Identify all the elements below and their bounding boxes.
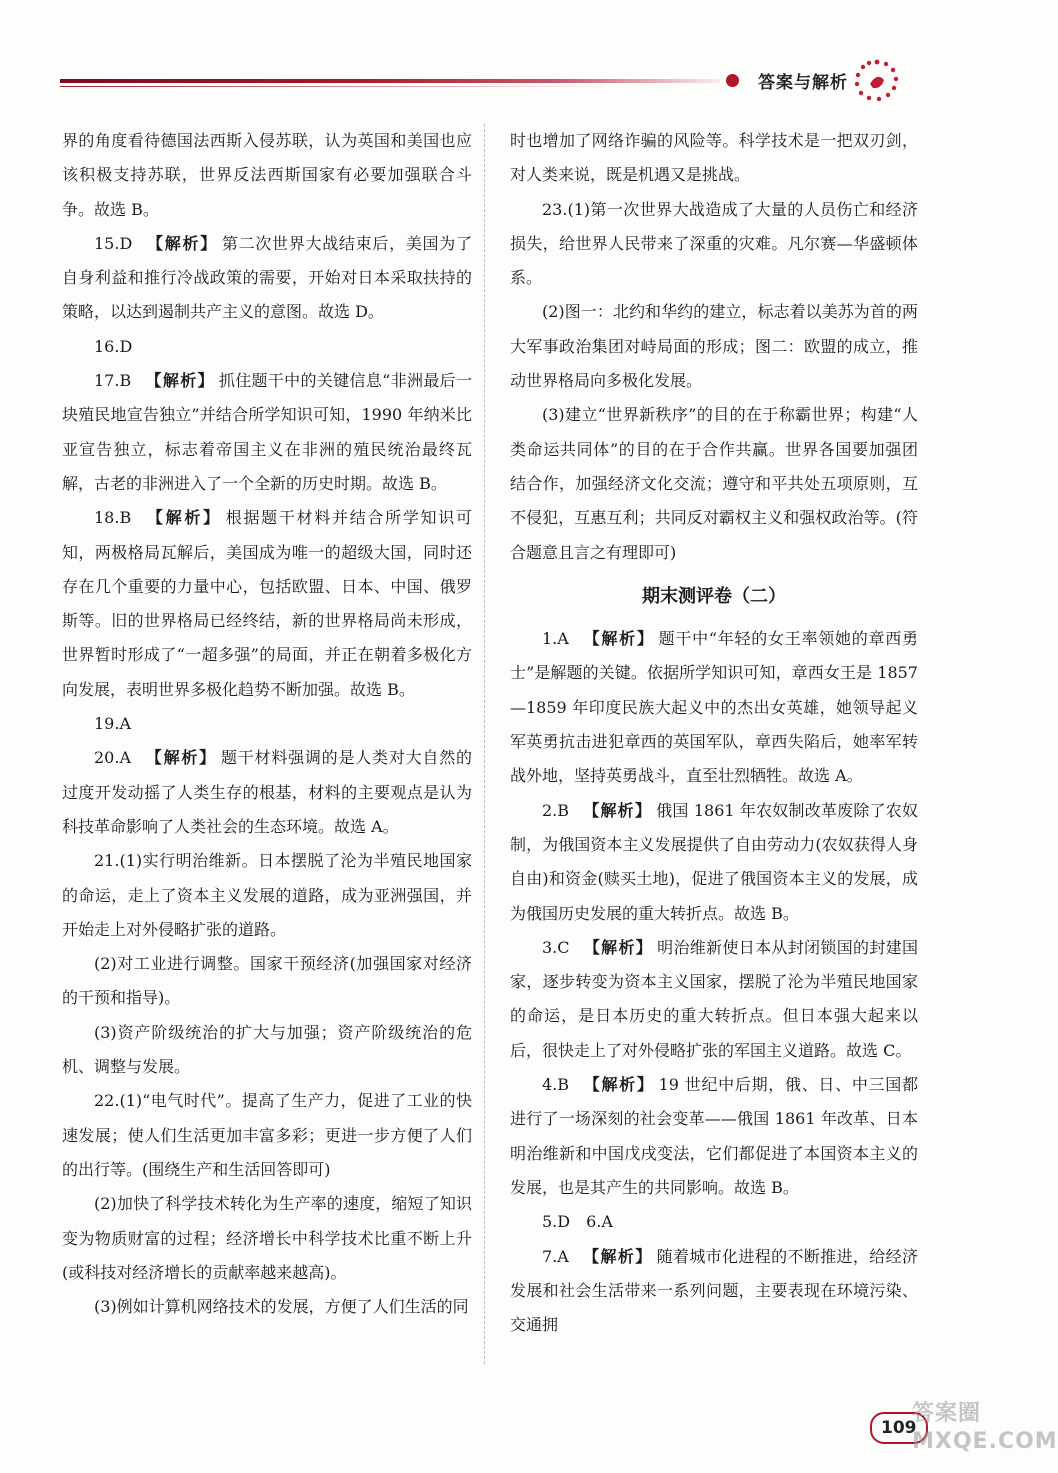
answer-text: 第二次世界大战结束后，美国为了自身利益和推行冷战政策的需要，开始对日本采取扶持的策略，以达到遏制共产主义的意图。故选 D。	[62, 233, 472, 322]
answer-text: (1)“电气时代”。提高了生产力，促进了工业的快速发展；使人们生活更加丰富多彩；更进一步方便了人们的出行等。(围绕生产和生活回答即可)	[62, 1091, 472, 1179]
answer-paragraph	[62, 707, 472, 741]
analysis-label: 【解析】	[583, 1075, 655, 1095]
answer-text: 明治维新使日本从封闭锁国的封建国家，逐步转变为资本主义国家，摆脱了沦为半殖民地国家的命运，是日本历史的重大转折点。但日本强大起来以后，很快走上了对外侵略扩张的军国主义道路。故选 C。	[510, 937, 918, 1060]
answer-paragraph	[62, 1187, 472, 1290]
analysis-label: 【解析】	[145, 508, 222, 528]
answer-number: 7.A	[542, 1246, 569, 1266]
analysis-label: 【解析】	[582, 1246, 653, 1266]
header-rule-thin	[60, 86, 620, 87]
answer-paragraph	[510, 931, 918, 1068]
answer-text: (3)建立“世界新秩序”的目的在于称霸世界；构建“人类命运共同体”的目的在于合作共赢。世界各国要加强团结合作，加强经济文化交流；遵守和平共处五项原则，互不侵犯，互惠互利；共同反对霸权主义和强权政治等。(符合题意且言之有理即可)	[510, 405, 918, 562]
answer-paragraph	[62, 330, 472, 364]
header-rule	[60, 79, 720, 83]
answer-text: (3)例如计算机网络技术的发展，方便了人们生活的同	[94, 1297, 469, 1317]
left-column	[62, 124, 472, 1324]
answer-paragraph	[62, 124, 472, 227]
answer-number: 23.	[542, 199, 568, 219]
answer-paragraph	[510, 1240, 918, 1343]
answer-paragraph	[62, 1290, 472, 1324]
analysis-label: 【解析】	[145, 371, 215, 391]
analysis-label: 【解析】	[583, 937, 654, 957]
answer-paragraph	[62, 1084, 472, 1187]
answer-text: 根据题干材料并结合所学知识可知，两极格局瓦解后，美国成为唯一的超级大国，同时还存在几个重要的力量中心，包括欧盟、日本、中国、俄罗斯等。旧的世界格局已经终结，新的世界格局尚未形成，世界暂时形成了“一超多强”的局面，并正在朝着多极化方向发展，表明世界多极化趋势不断加强。故选 B。	[62, 508, 472, 699]
answer-paragraph	[510, 1068, 918, 1205]
answer-number: 2.B	[542, 800, 570, 820]
answer-number: 16.D	[94, 336, 133, 356]
answer-paragraph	[62, 227, 472, 330]
answer-text: 俄国 1861 年农奴制改革废除了农奴制，为俄国资本主义发展提供了自由劳动力(农奴获得人身自由)和资金(赎买土地)，促进了俄国资本主义的发展，成为俄国历史发展的重大转折点。故选 B。	[510, 800, 918, 923]
answer-paragraph	[510, 622, 918, 793]
answer-paragraph	[62, 501, 472, 707]
answer-paragraph	[510, 295, 918, 398]
answer-text: (3)资产阶级统治的扩大与加强；资产阶级统治的危机、调整与发展。	[62, 1022, 472, 1077]
answer-text: (2)加快了科学技术转化为生产率的速度，缩短了知识变为物质财富的过程；经济增长中科学技术比重不断上升(或科技对经济增长的贡献率越来越高)。	[62, 1194, 472, 1282]
page-number: 109	[870, 1412, 928, 1444]
answer-number: 19.A	[94, 714, 131, 734]
answer-number: 4.B	[542, 1075, 570, 1095]
analysis-label: 【解析】	[146, 233, 218, 253]
answer-paragraph	[62, 741, 472, 844]
analysis-label: 【解析】	[582, 629, 655, 649]
answer-text: 题干中“年轻的女王率领她的章西勇士”是解题的关键。依据所学知识可知，章西女王是 1857—1859 年印度民族大起义中的杰出女英雄，她领导起义军英勇抗击进犯章西的英国军队，章西失陷后，她率军转战外地，坚持英勇战斗，直至壮烈牺牲。故选 A。	[510, 629, 918, 786]
answer-text: 随着城市化进程的不断推进，给经济发展和社会生活带来一系列问题，主要表现在环境污染、交通拥	[510, 1246, 918, 1335]
header-title: 答案与解析	[758, 73, 848, 93]
answer-paragraph	[510, 398, 918, 569]
analysis-label: 【解析】	[145, 748, 217, 768]
answer-number: 20.A	[94, 748, 131, 768]
flower-logo-icon	[848, 56, 906, 106]
answer-paragraph	[62, 947, 472, 1016]
answer-paragraph	[510, 193, 918, 296]
answer-text: 19 世纪中后期，俄、日、中三国都进行了一场深刻的社会变革——俄国 1861 年改革、日本明治维新和中国戊戌变法，它们都促进了本国资本主义的发展，也是其产生的共同影响。故选 B。	[510, 1075, 918, 1197]
answer-text: 题干材料强调的是人类对大自然的过度开发动摇了人类生存的根基，材料的主要观点是认为科技革命影响了人类社会的生态环境。故选 A。	[62, 748, 472, 836]
header-bullet	[726, 74, 739, 87]
answer-number: 22.	[94, 1091, 120, 1111]
analysis-label: 【解析】	[583, 800, 653, 820]
watermark-logo: 答案圈 MXQE.COM	[912, 1401, 1058, 1454]
answer-number: 3.C	[542, 937, 570, 957]
answer-paragraph	[62, 844, 472, 947]
answer-text: (2)图一：北约和华约的建立，标志着以美苏为首的两大军事政治集团对峙局面的形成；图二：欧盟的成立，推动世界格局向多极化发展。	[510, 302, 918, 391]
answer-paragraph	[62, 364, 472, 501]
answer-number: 18.B	[94, 508, 132, 528]
right-column	[510, 124, 918, 1342]
answer-paragraph	[510, 1205, 918, 1239]
answer-paragraph	[510, 794, 918, 931]
answer-text: (2)对工业进行调整。国家干预经济(加强国家对经济的干预和指导)。	[62, 954, 472, 1008]
answer-number: 1.A	[542, 629, 569, 649]
answer-paragraph	[62, 1016, 472, 1085]
section-heading: 期末测评卷（二）	[642, 585, 786, 607]
answer-number: 5.D 6.A	[542, 1212, 613, 1232]
answer-number: 17.B	[94, 371, 132, 391]
answer-number: 15.D	[94, 233, 133, 253]
answer-text: 抓住题干中的关键信息“非洲最后一块殖民地宣告独立”并结合所学知识可知，1990 年纳米比亚宣告独立，标志着帝国主义在非洲的殖民统治最终瓦解，古老的非洲进入了一个全新的历史时期。故选 B。	[62, 371, 472, 493]
answer-text: 时也增加了网络诈骗的风险等。科学技术是一把双刃剑，对人类来说，既是机遇又是挑战。	[510, 131, 918, 185]
answer-paragraph	[510, 124, 918, 193]
answer-text: 界的角度看待德国法西斯入侵苏联，认为英国和美国也应该积极支持苏联，世界反法西斯国家有必要加强联合斗争。故选 B。	[62, 131, 472, 219]
answer-text: (1)实行明治维新。日本摆脱了沦为半殖民地国家的命运，走上了资本主义发展的道路，成为亚洲强国，并开始走上对外侵略扩张的道路。	[62, 851, 472, 939]
column-divider	[484, 124, 486, 1364]
answer-number: 21.	[94, 851, 120, 871]
answer-text: (1)第一次世界大战造成了大量的人员伤亡和经济损失，给世界人民带来了深重的灾难。凡尔赛—华盛顿体系。	[510, 199, 918, 288]
